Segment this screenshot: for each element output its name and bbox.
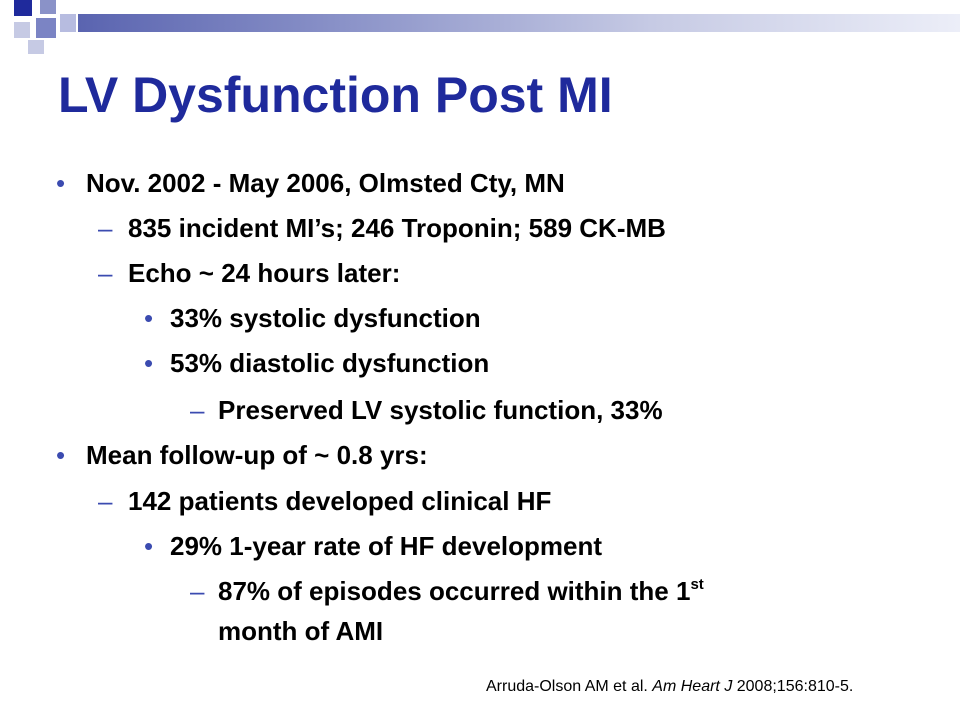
- bullet-line-8: [98, 486, 552, 516]
- citation-ref: 2008;156:810-5.: [732, 678, 854, 695]
- dash-marker: –: [190, 395, 205, 425]
- corner-square-light-3: [28, 40, 44, 54]
- bullet-text: 87% of episodes occurred within the 1: [218, 576, 691, 606]
- bullet-marker: •: [144, 531, 154, 561]
- bullet-marker: •: [144, 303, 154, 333]
- dash-marker: –: [190, 576, 205, 606]
- bullet-line-2: [98, 213, 666, 243]
- bullet-line-5: [144, 348, 490, 378]
- corner-square-light: [14, 22, 30, 38]
- bullet-text: 142 patients developed clinical HF: [128, 486, 552, 516]
- bullet-line-3: [98, 258, 401, 288]
- citation-authors: Arruda-Olson AM et al.: [486, 678, 653, 695]
- bullet-text: 29% 1-year rate of HF development: [170, 531, 603, 561]
- citation-journal: Am Heart J: [652, 678, 733, 695]
- header-gradient-bar: [78, 14, 960, 32]
- bullet-text: Echo ~ 24 hours later:: [128, 258, 401, 288]
- bullet-marker: •: [56, 168, 66, 198]
- bullet-text: 33% systolic dysfunction: [170, 303, 481, 333]
- citation: [486, 678, 853, 696]
- bullet-line-4: [144, 303, 481, 333]
- bullet-text: 53% diastolic dysfunction: [170, 348, 490, 378]
- bullet-line-10: [190, 576, 704, 606]
- bullet-marker: •: [144, 348, 154, 378]
- dash-marker: –: [98, 213, 113, 243]
- corner-square-mid-2: [36, 18, 56, 38]
- corner-square-light-2: [60, 14, 76, 32]
- bullet-text: Preserved LV systolic function, 33%: [218, 395, 663, 425]
- slide-title: LV Dysfunction Post MI: [58, 67, 613, 123]
- bullet-text: month of AMI: [218, 616, 384, 646]
- dash-marker: –: [98, 258, 113, 288]
- bullet-line-6: [190, 395, 663, 425]
- corner-square-dark: [14, 0, 32, 16]
- bullet-text: Nov. 2002 - May 2006, Olmsted Cty, MN: [86, 168, 565, 198]
- bullet-line-1: [56, 168, 565, 198]
- bullet-text: 835 incident MI’s; 246 Troponin; 589 CK-MB: [128, 213, 666, 243]
- corner-square-mid: [40, 0, 56, 14]
- bullet-line-10-continued: [218, 618, 383, 644]
- bullet-line-7: [56, 440, 428, 470]
- bullet-marker: •: [56, 440, 66, 470]
- superscript: st: [690, 576, 704, 593]
- bullet-line-9: [144, 531, 603, 561]
- dash-marker: –: [98, 486, 113, 516]
- bullet-text: Mean follow-up of ~ 0.8 yrs:: [86, 440, 428, 470]
